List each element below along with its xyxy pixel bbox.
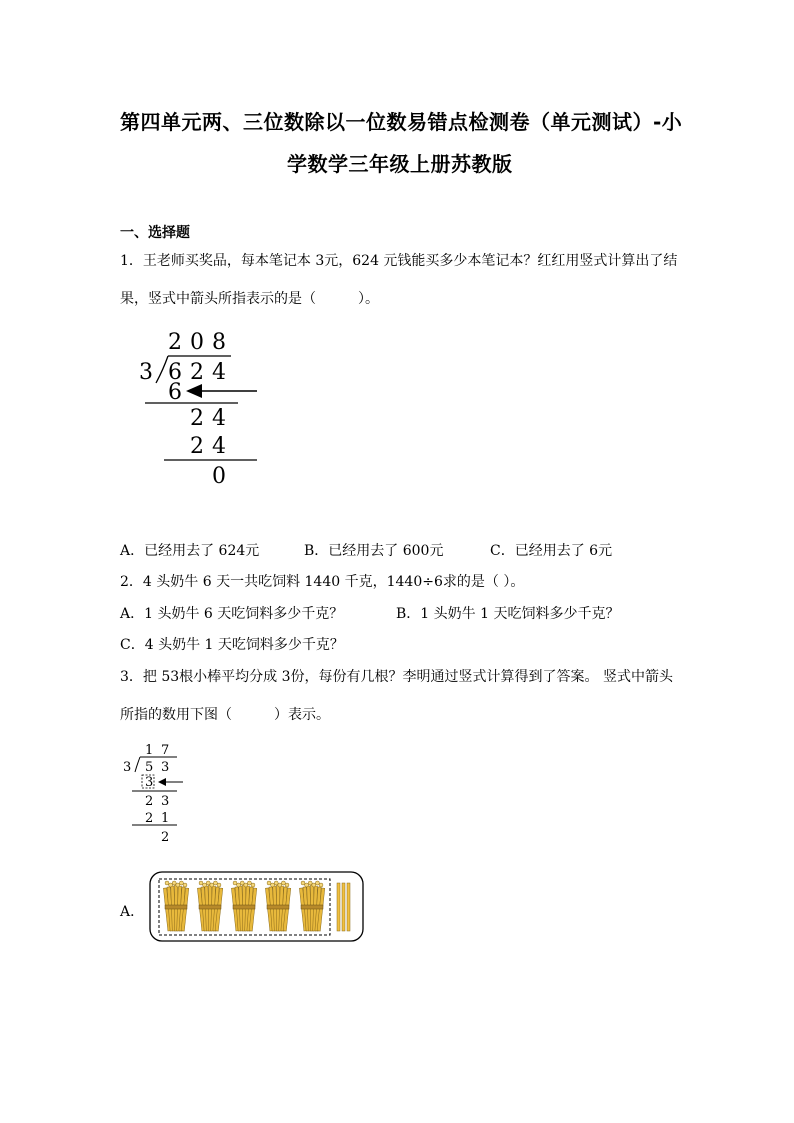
q3-dividend-digit-1: 5 (145, 760, 154, 775)
q3-text-line2: 所指的数用下图（ ）表示。 (120, 707, 330, 723)
q3-option-a-label[interactable]: A． (120, 904, 145, 920)
stick-bundle-icon (197, 881, 222, 931)
stick-bundle-icon (163, 881, 188, 931)
q1-text-line2: 果，竖式中箭头所指表示的是（ ）。 (120, 291, 379, 307)
q2-option-c[interactable]: C．4 头奶牛 1 天吃饲料多少千克？ (120, 637, 344, 653)
q1-step2-digit-1: 2 (190, 406, 204, 431)
q3-quotient-digit-2: 7 (161, 743, 170, 758)
section-heading: 一、选择题 (120, 225, 190, 241)
q3-text-line1: 3．把 53根小棒平均分成 3份，每份有几根？李明通过竖式计算得到了答案。 竖式中箭头 (120, 669, 673, 685)
stick-bundle-icon (299, 881, 324, 931)
q2-option-b[interactable]: B．1 头奶牛 1 天吃饲料多少千克？ (396, 606, 620, 622)
q1-dividend-digit-3: 4 (212, 360, 226, 385)
q1-dividend-digit-1: 6 (168, 360, 182, 385)
stick-bundle-icon (265, 881, 290, 931)
loose-stick-icon (347, 883, 350, 931)
q3-arrow-icon (158, 778, 183, 786)
q1-step1-digit: 6 (168, 380, 182, 405)
q1-option-c[interactable]: C．已经用去了 6元 (490, 543, 613, 559)
q3-dividend-digit-2: 3 (161, 760, 170, 775)
q1-arrow-icon (186, 384, 257, 398)
q2-text-line1: 2．4 头奶牛 6 天一共吃饲料 1440 千克，1440÷6求的是（ ）。 (120, 574, 525, 590)
q3-remainder: 2 (161, 830, 170, 845)
q1-remainder: 0 (212, 464, 226, 489)
stick-bundle-icon (231, 881, 256, 931)
q1-option-a[interactable]: A．已经用去了 624元 (120, 543, 260, 559)
q1-dividend-digit-2: 2 (190, 360, 204, 385)
q1-quotient-digit-2: 0 (190, 330, 204, 355)
page-title-line1: 第四单元两、三位数除以一位数易错点检测卷（单元测试）-小 (120, 110, 683, 134)
q3-step2-digit-2: 3 (161, 794, 170, 809)
q2-option-a[interactable]: A．1 头奶牛 6 天吃饲料多少千克？ (120, 606, 344, 622)
q1-divisor: 3 (139, 360, 153, 385)
q3-long-division (115, 740, 195, 845)
q1-quotient-digit-3: 8 (212, 330, 226, 355)
q3-step2-digit-1: 2 (145, 794, 154, 809)
page-title-line2: 学数学三年级上册苏教版 (287, 152, 513, 176)
q3-option-a-sticks-image[interactable] (149, 871, 365, 943)
q1-step2-digit-2: 4 (212, 406, 226, 431)
q3-quotient-digit-1: 1 (145, 743, 154, 758)
q1-step3-digit-1: 2 (190, 434, 204, 459)
q3-step1-digit: 3 (145, 775, 154, 790)
loose-stick-icon (342, 883, 345, 931)
q3-step3-digit-1: 2 (145, 811, 154, 826)
q1-text-line1: 1．王老师买奖品，每本笔记本 3元，624 元钱能买多少本笔记本？红红用竖式计算出了结 (120, 253, 678, 269)
q3-divisor: 3 (123, 760, 132, 775)
q1-option-b[interactable]: B．已经用去了 600元 (304, 543, 444, 559)
loose-stick-icon (337, 883, 340, 931)
q3-step3-digit-2: 1 (161, 811, 170, 826)
q1-long-division (130, 325, 270, 490)
q1-step3-digit-2: 4 (212, 434, 226, 459)
q1-quotient-digit-1: 2 (168, 330, 182, 355)
